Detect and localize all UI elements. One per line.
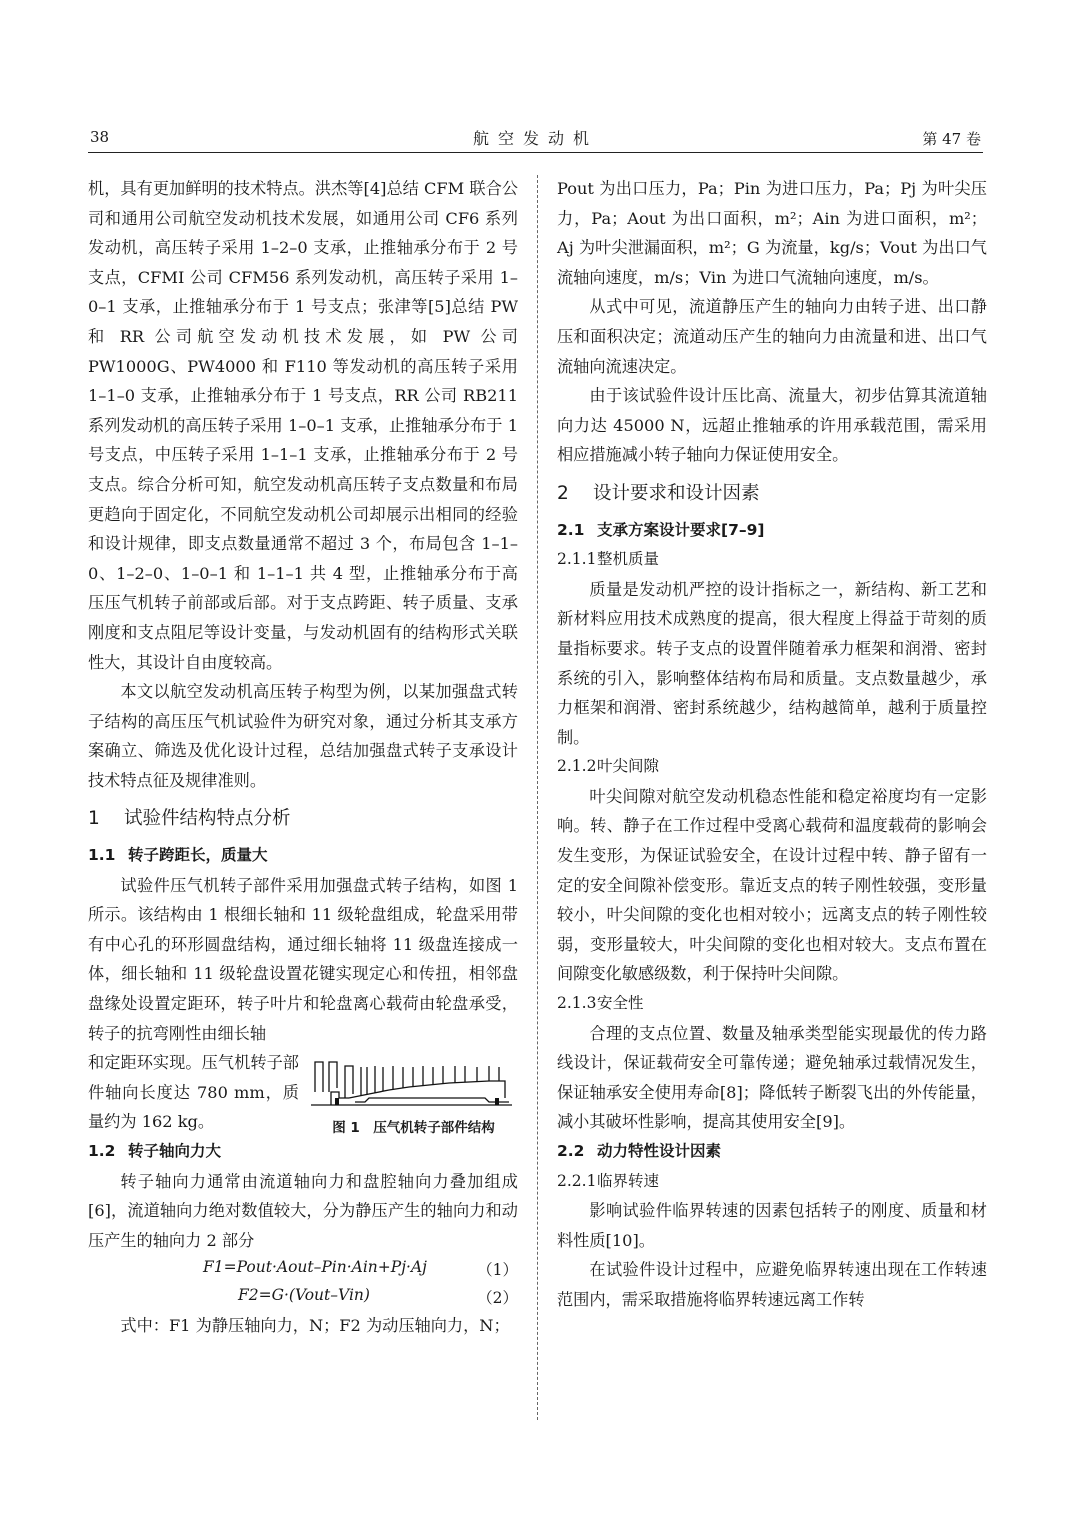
section-heading — [88, 804, 518, 834]
paragraph: 和定距环实现。压气机转子部件轴向长度达 780 mm，质量约为 162 kg。 — [88, 1053, 299, 1132]
subsubsection-title: 叶尖间隙 — [597, 757, 660, 776]
paragraph: 转子轴向力通常由流道轴向力和盘腔轴向力叠加组成[6]，流道轴向力绝对数值较大，分为静压产生的轴向力和动压产生的轴向力 2 部分 — [88, 1171, 518, 1250]
subsection-number: 1.2 — [88, 1142, 116, 1160]
paragraph: 在试验件设计过程中，应避免临界转速出现在工作转速范围内，需采取措施将临界转速远离工作转 — [557, 1260, 987, 1309]
equation-1 — [88, 1255, 518, 1283]
figure-caption: 图 1 压气机转子部件结构 — [332, 1120, 495, 1137]
paragraph: 影响试验件临界转速的因素包括转子的刚度、质量和材料性质[10]。 — [557, 1201, 987, 1250]
paragraph: Pout 为出口压力，Pa；Pin 为进口压力，Pa；Pj 为叶尖压力，Pa；Aout 为出口面积，m²；Ain 为进口面积，m²；Aj 为叶尖泄漏面积，m²；G 为流量，kg/s；Vout 为出口气流轴向速度，m/s；Vin 为进口气流轴向速度，m/s。 — [557, 179, 987, 287]
subsection-title: 动力特性设计因素 — [597, 1142, 722, 1160]
paragraph: 合理的支点位置、数量及轴承类型能实现最优的传力路线设计，保证载荷安全可靠传递；避免轴承过载情况发生，保证轴承安全使用寿命[8]；降低转子断裂飞出的外传能量，减小其破坏性影响，提高其使用安全[9]。 — [557, 1023, 987, 1132]
running-header — [88, 124, 983, 153]
subsection-title: 转子轴向力大 — [128, 1142, 222, 1160]
paragraph: 质量是发动机严控的设计指标之一，新结构、新工艺和新材料应用技术成熟度的提高，很大程度上得益于苛刻的质量指标要求。转子支点的设置伴随着承力框架和润滑、密封系统的引入，影响整体结构布局和质量。支点数量越少，承力框架和润滑、密封系统越少，结构越简单，越利于质量控制。 — [557, 579, 987, 747]
subsubsection-title: 整机质量 — [597, 550, 660, 569]
figure-wrap — [88, 1048, 518, 1137]
subsubsection-number: 2.2.1 — [557, 1171, 597, 1190]
section-title: 设计要求和设计因素 — [593, 482, 760, 504]
subsubsection-heading — [557, 989, 987, 1019]
subsection-heading — [88, 1137, 518, 1167]
equation-2 — [88, 1283, 518, 1311]
subsection-title: 转子跨距长，质量大 — [128, 846, 268, 865]
figure-1 — [309, 1048, 518, 1137]
left-column — [88, 174, 518, 1341]
subsection-number: 2.1 — [557, 520, 585, 539]
subsection-number: 1.1 — [88, 846, 116, 865]
equation-body: F2=G·(Vout–Vin) — [238, 1286, 370, 1305]
subsubsection-title: 临界转速 — [597, 1171, 660, 1190]
section-title: 试验件结构特点分析 — [124, 808, 291, 830]
subsubsection-title: 安全性 — [597, 994, 644, 1013]
subsubsection-heading — [557, 545, 987, 575]
subsection-number: 2.2 — [557, 1142, 585, 1160]
rotor-structure-drawing — [309, 1058, 514, 1110]
subsubsection-heading — [557, 752, 987, 782]
section-number: 1 — [88, 808, 100, 830]
subsubsection-number: 2.1.2 — [557, 757, 597, 776]
right-column — [557, 174, 987, 1315]
journal-title: 航空发动机 — [472, 129, 598, 148]
subsubsection-number: 2.1.1 — [557, 550, 597, 569]
subsubsection-heading — [557, 1167, 987, 1197]
subsubsection-number: 2.1.3 — [557, 994, 597, 1013]
paragraph: 叶尖间隙对航空发动机稳态性能和稳定裕度均有一定影响。转、静子在工作过程中受离心载荷和温度载荷的影响会发生变形，为保证试验安全，在设计过程中转、静子留有一定的安全间隙补偿变形。靠近支点的转子刚性较强，变形量较小，叶尖间隙的变化也相对较小；远离支点的转子刚性较弱，变形量较大，叶尖间隙的变化也相对较大。支点布置在间隙变化敏感级数，利于保持叶尖间隙。 — [557, 786, 987, 984]
paragraph: 式中：F1 为静压轴向力，N；F2 为动压轴向力，N； — [120, 1316, 510, 1336]
paragraph: 试验件压气机转子部件采用加强盘式转子结构，如图 1 所示。该结构由 1 根细长轴和 11 级轮盘组成，轮盘采用带有中心孔的环形圆盘结构，通过细长轴将 11 级盘连接成一体，细长轴和 11 级轮盘设置花键实现定心和传扭，相邻盘盘缘处设置定距环，转子叶片和轮盘离心载荷由轮盘承受，转子的抗弯刚性由细长轴 — [88, 875, 518, 1043]
subsection-heading — [557, 516, 987, 546]
equation-body: F1=Pout·Aout–Pin·Ain+Pj·Aj — [203, 1258, 427, 1277]
page-number: 38 — [90, 128, 110, 146]
section-number: 2 — [557, 482, 569, 504]
equation-number: （1） — [477, 1261, 518, 1280]
paragraph: 机，具有更加鲜明的技术特点。洪杰等[4]总结 CFM 联合公司和通用公司航空发动机技术发展，如通用公司 CF6 系列发动机，高压转子采用 1–2–0 支承，止推轴承分布于 2 号支点，CFMI 公司 CFM56 系列发动机，高压转子采用 1–0–1 支承，止推轴承分布于 1 号支点；张津等[5]总结 PW 和 RR 公司航空发动机技术发展，如 PW 公司 PW1000G、PW4000 和 F110 等发动机的高压转子采用 1–1–0 支承，止推轴承分布于 1 号支点，RR 公司 RB211 系列发动机的高压转子采用 1–0–1 支承，止推轴承分布于 1 号支点，中压转子采用 1–1–1 支承，止推轴承分布于 2 号支点。综合分析可知，航空发动机高压转子支点数量和布局更趋向于固定化，不同航空发动机公司却展示出相同的经验和设计规律，即支点数量通常不超过 3 个，布局包含 1–1–0、1–2–0、1–0–1 和 1–1–1 共 4 型，止推轴承分布于高压压气机转子前部或后部。对于支点跨距、转子质量、支承刚度和支点阻尼等设计变量，与发动机固有的结构形式关联性大，其设计自由度较高。 — [88, 179, 518, 672]
subsection-heading — [557, 1137, 987, 1167]
volume-label: 第 47 卷 — [922, 130, 981, 148]
paragraph: 从式中可见，流道静压产生的轴向力由转子进、出口静压和面积决定；流道动压产生的轴向力由流量和进、出口气流轴向流速决定。 — [557, 297, 987, 376]
equation-number: （2） — [477, 1289, 518, 1308]
subsection-heading — [88, 841, 518, 871]
column-divider — [537, 175, 538, 1420]
paragraph: 本文以航空发动机高压转子构型为例，以某加强盘式转子结构的高压压气机试验件为研究对象，通过分析其支承方案确立、筛选及优化设计过程，总结加强盘式转子支承设计技术特点征及规律准则。 — [88, 682, 518, 790]
subsection-title: 支承方案设计要求[7–9] — [597, 520, 765, 539]
section-heading — [557, 479, 987, 509]
paragraph: 由于该试验件设计压比高、流量大，初步估算其流道轴向力达 45000 N，远超止推轴承的许用承载范围，需采用相应措施减小转子轴向力保证使用安全。 — [557, 386, 987, 465]
